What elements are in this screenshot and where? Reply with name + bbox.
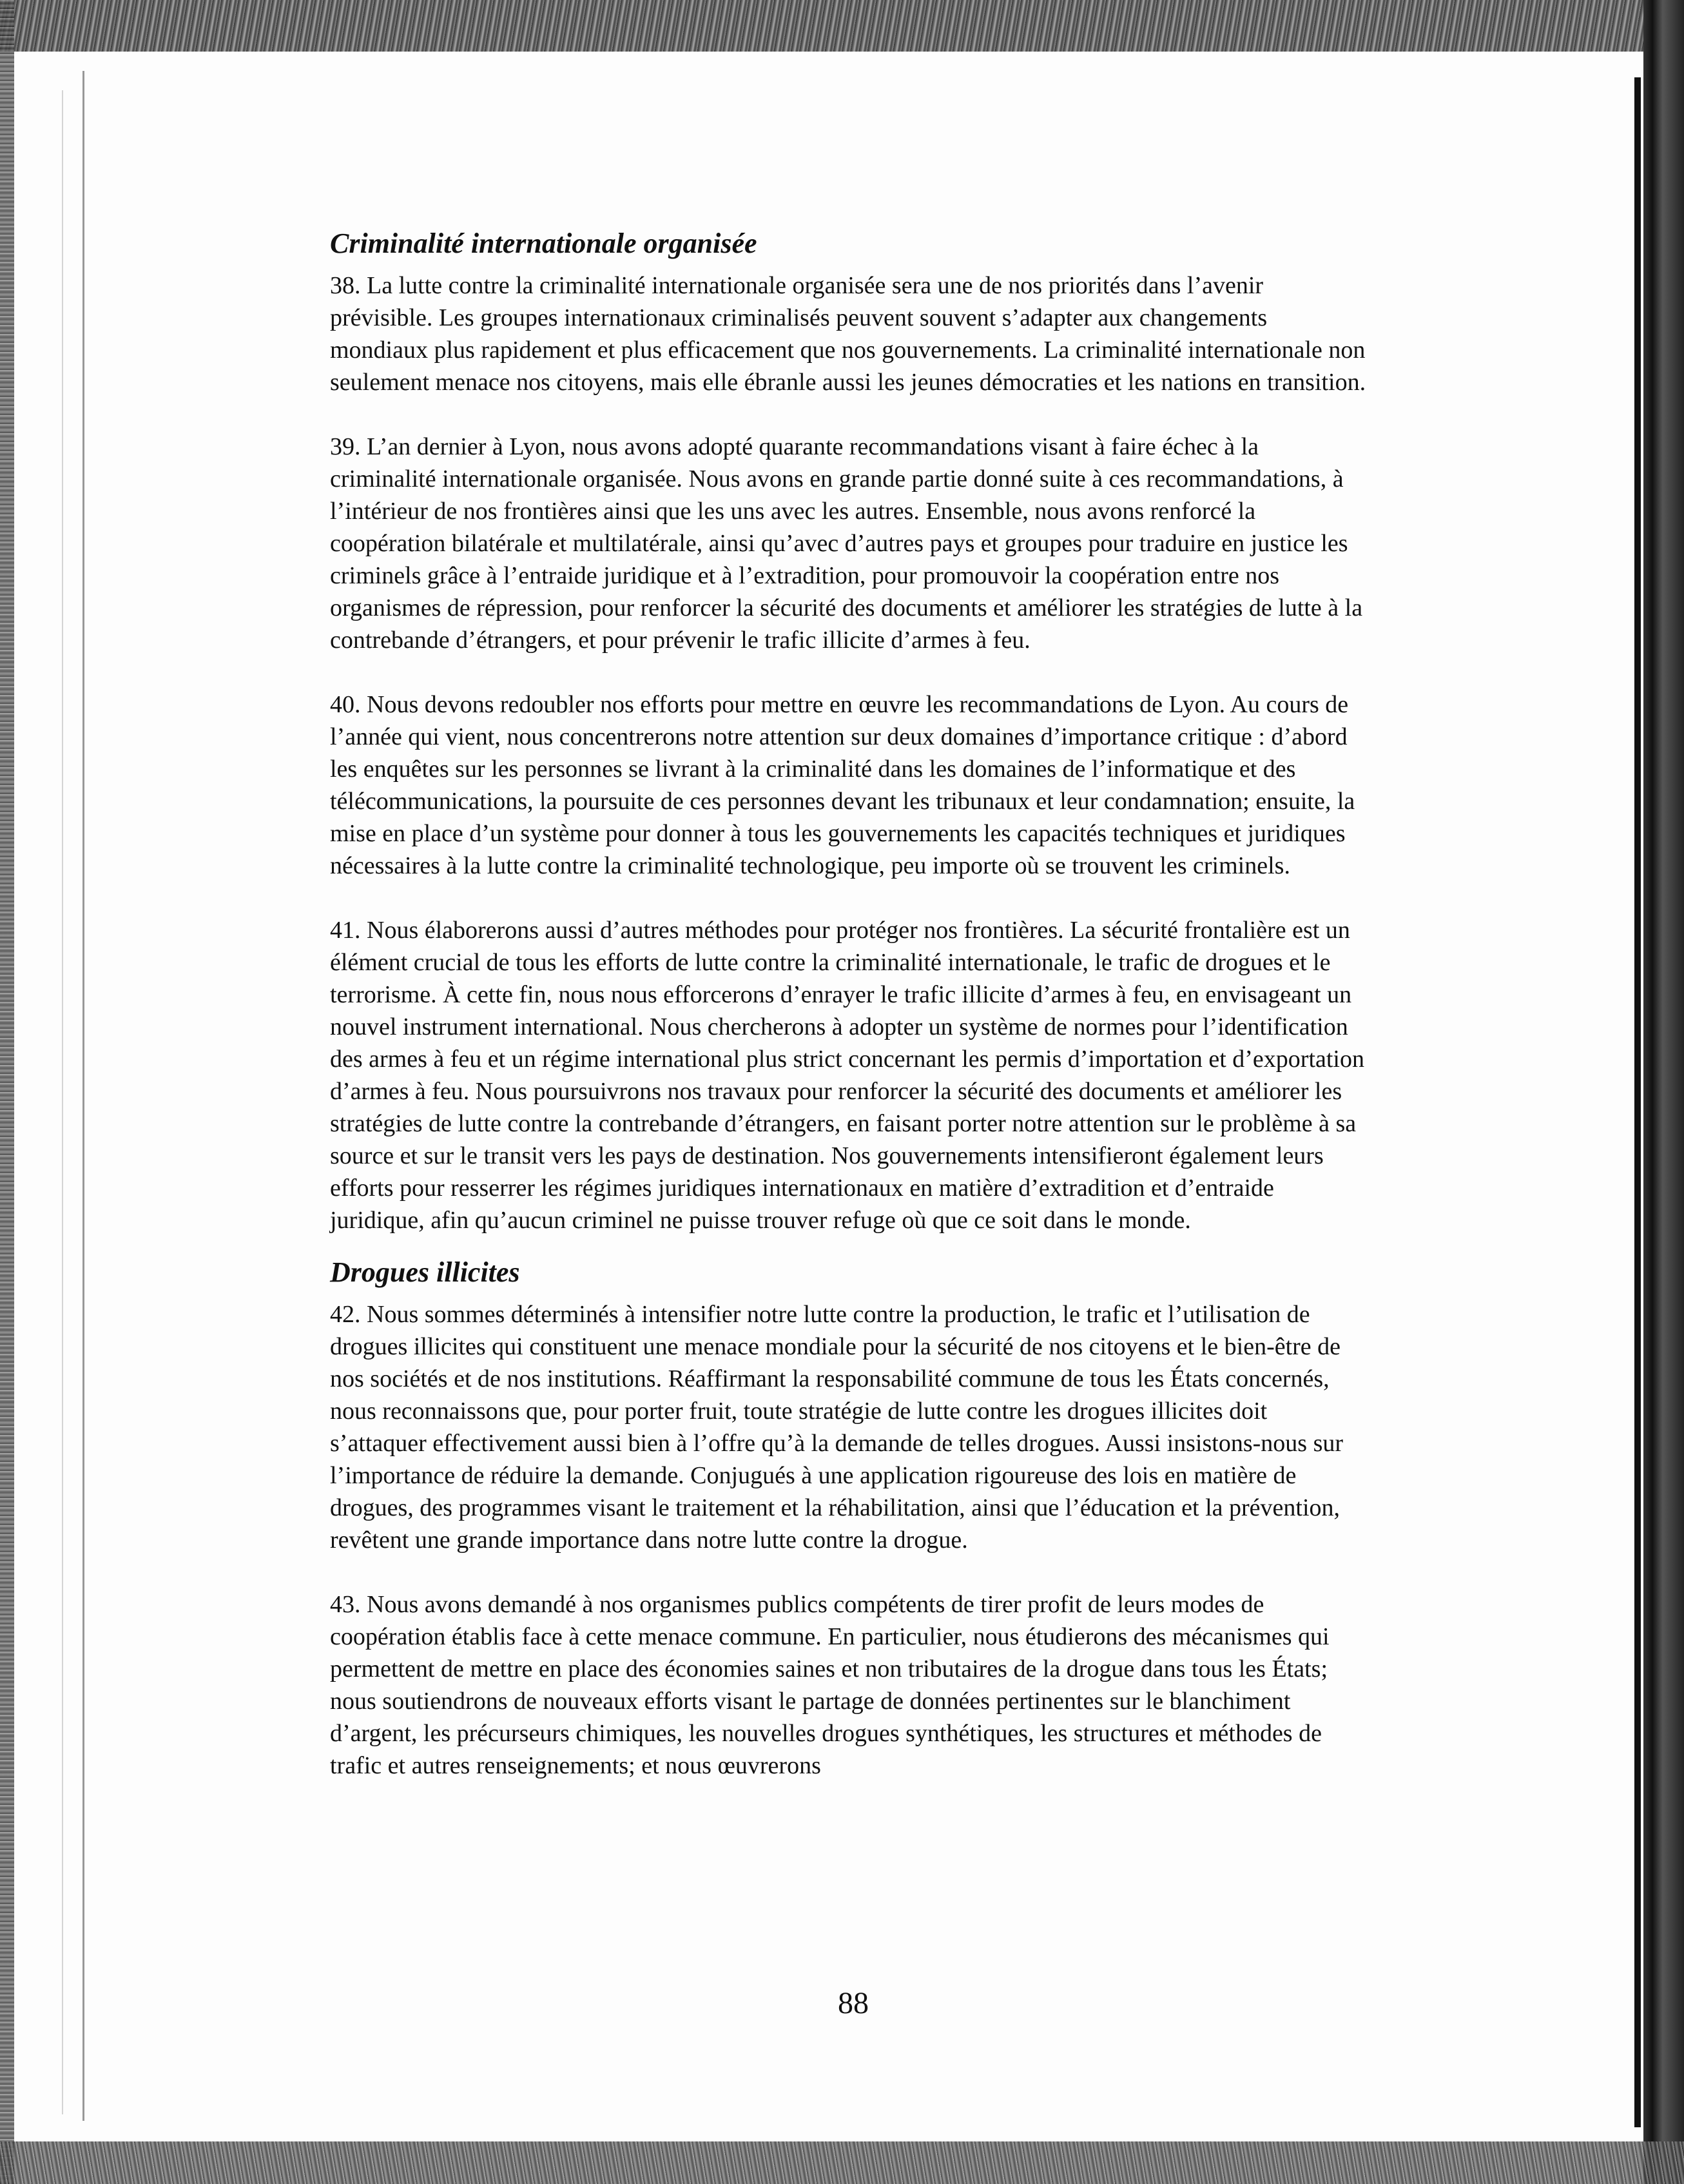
paragraph-42: 42. Nous sommes déterminés à intensifier notre lutte contre la production, le trafic et l’utilisation de drogues illicites qui constituent une menace mondiale pour la sécurité de nos citoyens et le bien-être de nos sociétés et de nos institutions. Réaffirmant la responsabilité commune de tous les États concernés, nous reconnaissons que, pour porter fruit, toute stratégie de lutte contre les drogues illicites doit s’attaquer effectivement aussi bien à l’offre qu’à la demande de telles drogues. Aussi insistons-nous sur l’importance de réduire la demande. Conjugués à une application rigoureuse des lois en matière de drogues, des programmes visant le traitement et la réhabilitation, ainsi que l’éducation et la prévention, revêtent une grande importance dans notre lutte contre la drogue. xyxy=(330,1301,1344,1554)
page-edge-right xyxy=(1634,77,1641,2127)
binding-line xyxy=(82,71,84,2121)
binding-line xyxy=(62,90,63,2114)
section-heading: Criminalité internationale organisée xyxy=(330,228,757,259)
scan-edge-bottom xyxy=(0,2141,1684,2184)
scan-edge-top xyxy=(0,0,1684,52)
paragraph-43: 43. Nous avons demandé à nos organismes publics compétents de tirer profit de leurs modes de coopération établis face à cette menace commune. En particulier, nous étudierons des mécanismes qui permettent de mettre en place des économies saines et non tributaires de la drogue dans tous les États; nous soutiendrons de nouveaux efforts visant le partage de données pertinentes sur le blanchiment d’argent, les précurseurs chimiques, les nouvelles drogues synthétiques, les structures et méthodes de trafic et autres renseignements; et nous œuvrerons xyxy=(330,1591,1330,1779)
document-body xyxy=(330,226,1368,1782)
scan-edge-right xyxy=(1643,0,1684,2184)
section-heading: Drogues illicites xyxy=(330,1256,520,1288)
paragraph-40: 40. Nous devons redoubler nos efforts pour mettre en œuvre les recommandations de Lyon. Au cours de l’année qui vient, nous concentrerons notre attention sur deux domaines d’importance critique : d’abord les enquêtes sur les personnes se livrant à la criminalité dans les domaines de l’informatique et des télécommunications, la poursuite de ces personnes devant les tribunaux et leur condamnation; ensuite, la mise en place d’un système pour donner à tous les gouvernements les capacités techniques et juridiques nécessaires à la lutte contre la criminalité technologique, peu importe où se trouvent les criminels. xyxy=(330,691,1355,879)
page-number: 88 xyxy=(838,1986,869,2020)
paragraph-41: 41. Nous élaborerons aussi d’autres méthodes pour protéger nos frontières. La sécurité frontalière est un élément crucial de tous les efforts de lutte contre la criminalité internationale, le trafic de drogues et le terrorisme. À cette fin, nous nous efforcerons d’enrayer le trafic illicite d’armes à feu, en envisageant un nouvel instrument international. Nous chercherons à adopter un système de normes pour l’identification des armes à feu et un régime international plus strict concernant les permis d’importation et d’exportation d’armes à feu. Nous poursuivrons nos travaux pour renforcer la sécurité des documents et améliorer les stratégies de lutte contre la contrebande d’étrangers, en faisant porter notre attention sur le problème à sa source et sur le transit vers les pays de destination. Nos gouvernements intensifieront également leurs efforts pour resserrer les régimes juridiques internationaux en matière d’extradition et d’entraide juridique, afin qu’aucun criminel ne puisse trouver refuge où que ce soit dans le monde. xyxy=(330,917,1364,1234)
scan-edge-left xyxy=(0,0,14,2184)
paragraph-38: 38. La lutte contre la criminalité internationale organisée sera une de nos priorités dans l’avenir prévisible. Les groupes internationaux criminalisés peuvent souvent s’adapter aux changements mondiaux plus rapidement et plus efficacement que nos gouvernements. La criminalité internationale non seulement menace nos citoyens, mais elle ébranle aussi les jeunes démocraties et les nations en transition. xyxy=(330,272,1366,396)
paragraph-39: 39. L’an dernier à Lyon, nous avons adopté quarante recommandations visant à faire échec à la criminalité internationale organisée. Nous avons en grande partie donné suite à ces recommandations, à l’intérieur de nos frontières ainsi que les uns avec les autres. Ensemble, nous avons renforcé la coopération bilatérale et multilatérale, ainsi qu’avec d’autres pays et groupes pour traduire en justice les criminels grâce à l’entraide juridique et à l’extradition, pour promouvoir la coopération entre nos organismes de répression, pour renforcer la sécurité des documents et améliorer les stratégies de lutte à la contrebande d’étrangers, et pour prévenir le trafic illicite d’armes à feu. xyxy=(330,433,1363,654)
